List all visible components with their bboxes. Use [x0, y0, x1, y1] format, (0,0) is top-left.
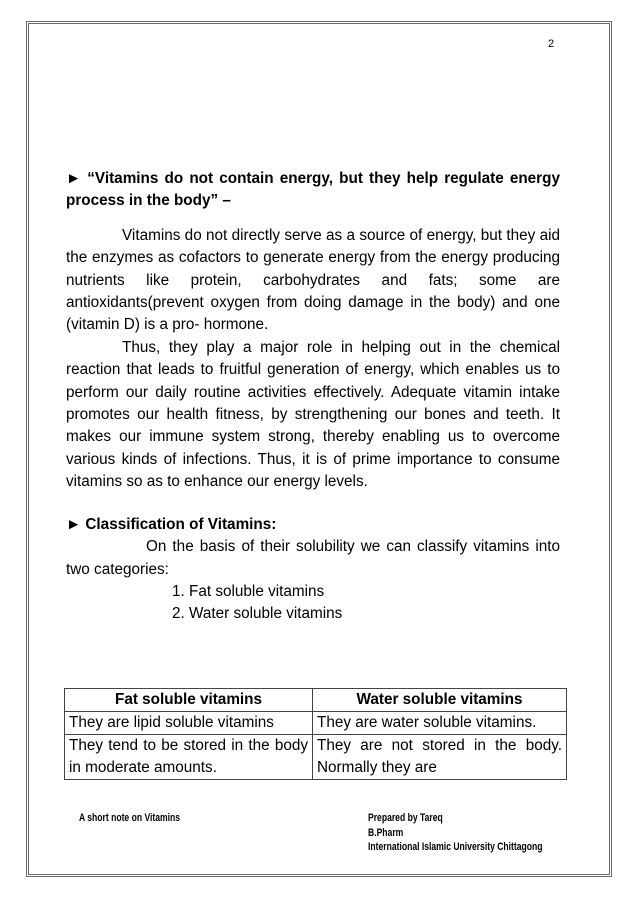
footer-author [368, 811, 543, 855]
table-cell: They are water soluble vitamins. [313, 712, 567, 735]
footer-author-name: Prepared by Tareq [368, 812, 443, 824]
section-heading-energy: ► “Vitamins do not contain energy, but they help regulate energy process in the body” – [66, 170, 560, 210]
table-header-row [65, 689, 567, 712]
footer-title: A short note on Vitamins [79, 812, 181, 824]
footer-author-degree: B.Pharm [368, 826, 404, 839]
table-header-fat: Fat soluble vitamins [65, 689, 313, 712]
paragraph-energy-2: Thus, they play a major role in helping out in the chemical reaction that leads to fruitful generation of energy, which enables us to perform our daily routine activities effectively. Adequate vitamin intake promotes our health fitness, by strengthening our bones and teeth. It makes our immune system strong, thereby enabling us to overcome various kinds of infections. Thus, it is of prime importance to consume vitamins so as to enhance our energy levels. [66, 338, 560, 491]
paragraph-energy-1: Vitamins do not directly serve as a source of energy, but they aid the enzymes as cofactors to generate energy from the energy producing nutrients like protein, carbohydrates and fats; some are antioxidants(prevent oxygen from doing damage in the body) and one (vitamin D) is a pro- hormone. [66, 226, 560, 334]
table-cell: They tend to be stored in the body in moderate amounts. [65, 735, 313, 780]
table-header-water: Water soluble vitamins [313, 689, 567, 712]
list-item: 2. Water soluble vitamins [172, 605, 343, 623]
table-cell: They are not stored in the body. Normally they are [313, 735, 567, 780]
table-row [65, 712, 567, 735]
list-item: 1. Fat soluble vitamins [172, 582, 325, 600]
footer-author-university: International Islamic University Chittagong [368, 841, 543, 853]
table-cell: They are lipid soluble vitamins [65, 712, 313, 735]
page-number: 2 [548, 38, 555, 50]
section-heading-classification: ► Classification of Vitamins: [66, 515, 277, 533]
vitamin-comparison-table [64, 688, 567, 780]
classification-intro: On the basis of their solubility we can classify vitamins into two categories: [66, 538, 560, 578]
document-body [66, 168, 560, 626]
table-row [65, 735, 567, 780]
